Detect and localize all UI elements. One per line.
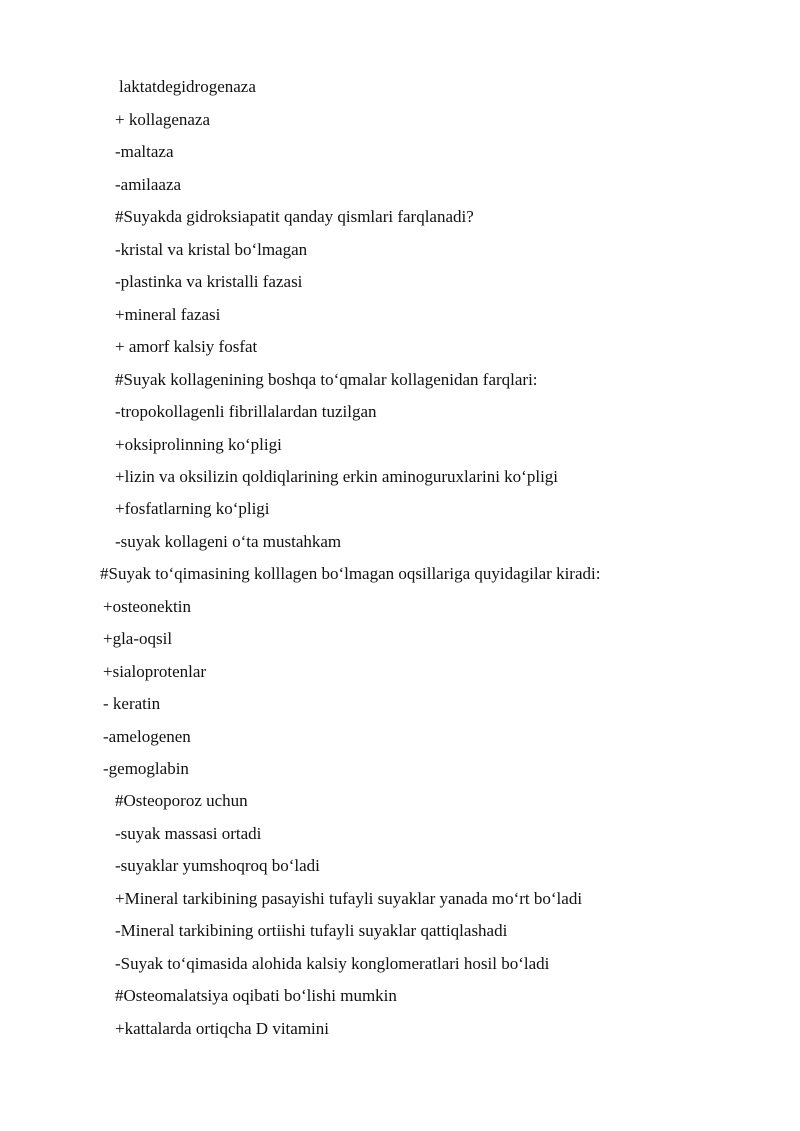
text-line: +kattalarda ortiqcha D vitamini [115,1019,329,1038]
text-line: -kristal va kristal bo‘lmagan [115,240,308,259]
text-line: - keratin [103,694,161,713]
text-line: +mineral fazasi [115,305,221,324]
text-line: -amelogenen [103,727,191,746]
text-line: -Mineral tarkibining ortiishi tufayli suyaklar qattiqlashadi [115,921,508,940]
text-line: -gemoglabin [103,759,189,778]
text-line: + kollagenaza [115,110,211,129]
question-line: #Suyak kollagenining boshqa to‘qmalar kollagenidan farqlari: [115,370,538,389]
text-line: -suyaklar yumshoqroq bo‘ladi [115,856,320,875]
question-line: #Suyak to‘qimasining kolllagen bo‘lmagan oqsillariga quyidagilar kiradi: [100,564,601,583]
text-line: +gla-oqsil [103,629,173,648]
text-line: -suyak massasi ortadi [115,824,262,843]
text-line: +Mineral tarkibining pasayishi tufayli suyaklar yanada mo‘rt bo‘ladi [115,889,583,908]
text-line: -amilaaza [115,175,182,194]
text-line: laktatdegidrogenaza [119,77,256,96]
text-line: -Suyak to‘qimasida alohida kalsiy konglomeratlari hosil bo‘ladi [115,954,550,973]
text-line: +lizin va oksilizin qoldiqlarining erkin aminoguruxlarini ko‘pligi [115,467,559,486]
text-line: +fosfatlarning ko‘pligi [115,499,270,518]
question-line: #Suyakda gidroksiapatit qanday qismlari farqlanadi? [115,207,474,226]
text-line: -plastinka va kristalli fazasi [115,272,303,291]
text-line: -suyak kollageni o‘ta mustahkam [115,532,342,551]
question-line: #Osteoporoz uchun [115,791,248,810]
text-line: +oksiprolinning ko‘pligi [115,435,282,454]
text-line: +osteonektin [103,597,191,616]
text-line: -maltaza [115,142,174,161]
text-line: + amorf kalsiy fosfat [115,337,258,356]
text-line: +sialoprotenlar [103,662,207,681]
question-line: #Osteomalatsiya oqibati bo‘lishi mumkin [115,986,397,1005]
text-line: -tropokollagenli fibrillalardan tuzilgan [115,402,377,421]
